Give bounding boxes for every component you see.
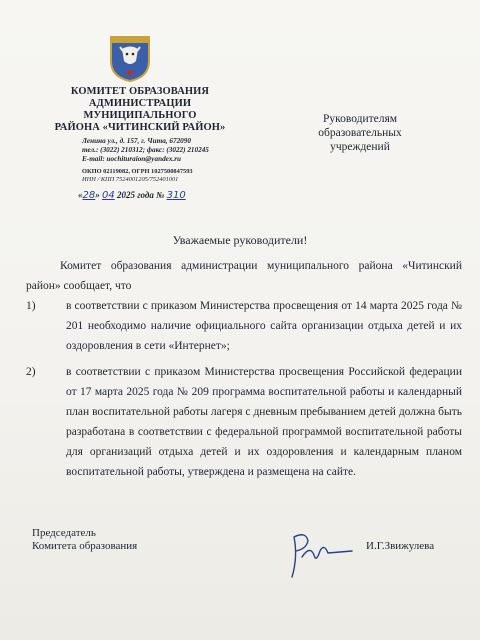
handwritten-signature	[284, 527, 354, 582]
date-close-quote: »	[95, 190, 100, 200]
date-month: 04	[101, 190, 115, 201]
signatory-name: И.Г.Звижулева	[366, 540, 435, 552]
coat-of-arms-icon	[107, 31, 153, 83]
signatory-title	[32, 527, 137, 553]
org-email[interactable]: E-mail: uochituraion@yandex.ru	[82, 155, 182, 163]
list-item-text: в соответствии с приказом Министерства просвещения Российской федерации от 17 марта 2025 года № 209 программа воспитательной работы и календарный план воспитательной работы лагеря с дневным пребыванием детей должна быть разработана в соответствии с федеральной программой воспитательной работы для организаций отдыха детей и их оздоровления и календарным планом воспитательной работы, утверждена и размещена на сайте.	[66, 366, 462, 478]
signatory-title-line2: Комитета образования	[32, 540, 138, 552]
org-okpo: ОКПО 02119082, ОГРН 1027500847593	[82, 168, 193, 175]
list-item-number: 2)	[26, 366, 36, 378]
addressee-line1: Руководителям	[322, 113, 398, 125]
body-intro: Комитет образования администрации муниципального района «Читинский район» сообщает, что	[26, 260, 462, 292]
org-name-line3: РАЙОНА «ЧИТИНСКИЙ РАЙОН»	[54, 122, 226, 133]
org-phone: тел.: (3022) 210312; факс: (3022) 210245	[82, 146, 209, 154]
addressee-line3: учреждений	[330, 141, 390, 153]
org-inn: ИНН / КПП 7524001205/752401001	[82, 176, 179, 183]
date-open-quote: «	[78, 190, 83, 200]
document-number-value: 310	[166, 190, 186, 201]
letter-body	[26, 256, 462, 482]
salutation: Уважаемые руководители!	[172, 233, 308, 247]
list-item-text: в соответствии с приказом Министерства просвещения от 14 марта 2025 года № 201 необходимо наличие официального сайта организации отдыха детей и их оздоровления в сети «Интернет»;	[66, 300, 462, 352]
signatory-title-line1: Председатель	[32, 527, 96, 539]
org-address: Ленина ул., д. 157, г. Чита, 672090	[82, 137, 191, 145]
date-year-label: 2025 года №	[116, 190, 165, 200]
addressee	[300, 112, 420, 154]
list-item-number: 1)	[26, 300, 36, 312]
org-name-line2: АДМИНИСТРАЦИИ МУНИЦИПАЛЬНОГО	[83, 98, 197, 121]
letterhead	[40, 86, 240, 184]
list-item	[26, 362, 462, 482]
date-day: 28	[82, 190, 96, 201]
addressee-line2: образовательных	[318, 127, 402, 139]
list-item	[26, 296, 462, 356]
document-number	[78, 190, 186, 201]
org-name-line1: КОМИТЕТ ОБРАЗОВАНИЯ	[70, 86, 210, 97]
